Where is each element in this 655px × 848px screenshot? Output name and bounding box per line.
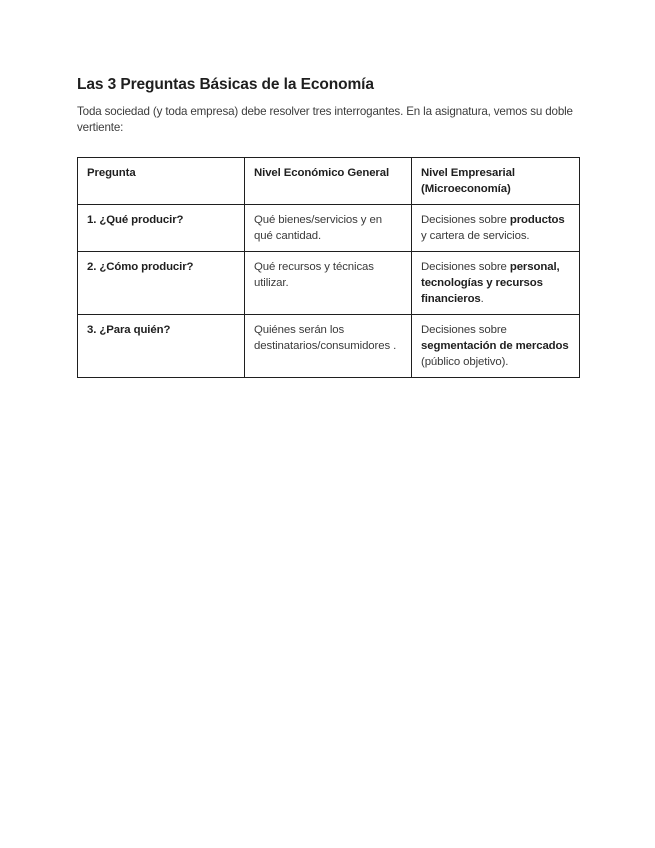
business-text-end: y cartera de servicios. (421, 230, 530, 242)
business-text: Decisiones sobre (421, 261, 510, 273)
business-emphasis: personal, tecnologías y recursos financieros (421, 261, 560, 305)
document-page (77, 75, 580, 378)
table-row (78, 252, 580, 315)
business-level-cell (412, 315, 580, 378)
question-cell: 2. ¿Cómo producir? (78, 252, 245, 315)
business-text: Decisiones sobre (421, 324, 507, 336)
general-level-cell: Qué bienes/servicios y en qué cantidad. (245, 205, 412, 252)
question-cell: 1. ¿Qué producir? (78, 205, 245, 252)
economic-questions-table (77, 157, 580, 378)
general-level-cell: Qué recursos y técnicas utilizar. (245, 252, 412, 315)
business-emphasis: segmentación de mercados (421, 340, 569, 352)
question-cell: 3. ¿Para quién? (78, 315, 245, 378)
business-text-end: . (480, 293, 484, 305)
intro-paragraph: Toda sociedad (y toda empresa) debe resolver tres interrogantes. En la asignatura, vemos su doble vertiente: (77, 105, 573, 134)
general-level-cell: Quiénes serán los destinatarios/consumidores . (245, 315, 412, 378)
business-level-cell (412, 205, 580, 252)
header-nivel-general: Nivel Económico General (245, 158, 412, 205)
business-text: Decisiones sobre (421, 214, 510, 226)
business-emphasis: productos (509, 214, 565, 226)
business-level-cell (412, 252, 580, 315)
header-nivel-empresarial: Nivel Empresarial (Microeconomía) (412, 158, 580, 205)
business-text-end: (público objetivo). (421, 356, 509, 368)
table-row (78, 315, 580, 378)
document-title: Las 3 Preguntas Básicas de la Economía (77, 76, 374, 93)
header-pregunta: Pregunta (78, 158, 245, 205)
table-row (78, 205, 580, 252)
table-header-row (78, 158, 580, 205)
